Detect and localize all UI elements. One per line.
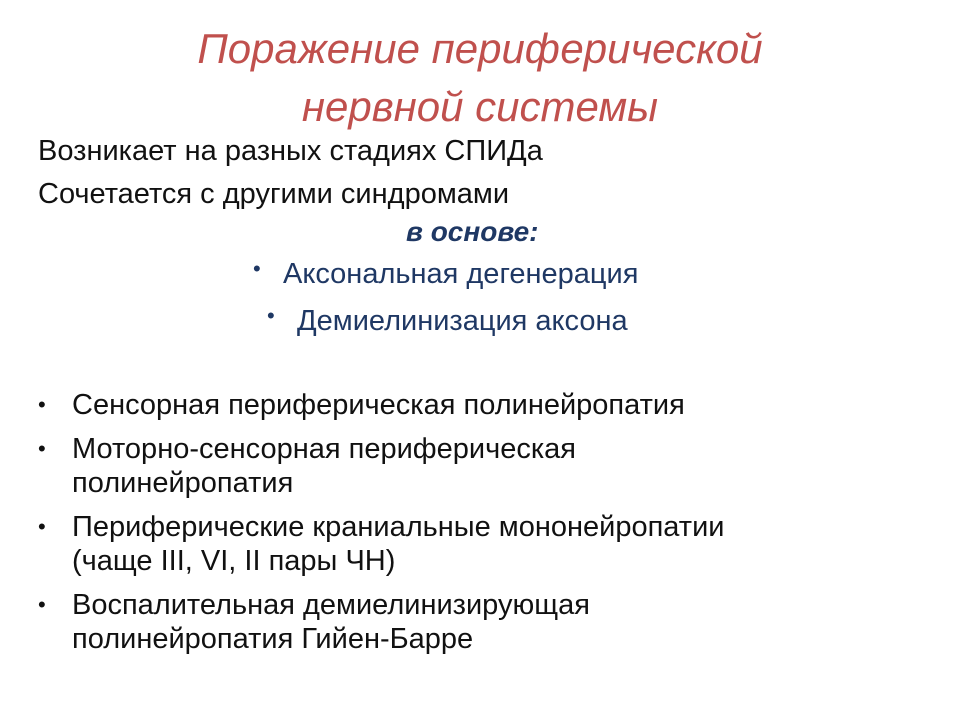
bullet-icon: • [38,392,46,417]
list-item-cranial [38,510,938,578]
list-item-sensory [38,388,938,422]
basis-item-axonal [253,256,639,291]
basis-item-label: Аксональная дегенерация [283,258,639,290]
bullet-icon: • [267,303,275,328]
list-item-motor-sensory [38,432,938,500]
list-item-line: Воспалительная демиелинизирующая [72,589,590,621]
title-line-2: нервной системы [301,83,659,130]
list-item-line: полинейропатия Гийен-Барре [72,623,474,655]
list-item-guillain-barre [38,588,938,656]
bullet-icon: • [253,256,261,281]
list-item-line: (чаще III, VI, II пары ЧН) [72,545,396,577]
list-item-line: полинейропатия [72,467,294,499]
list-item-line: Моторно-сенсорная периферическая [72,433,576,465]
slide-title [120,20,840,136]
intro-line-stages: Возникает на разных стадиях СПИДа [38,135,543,167]
bullet-icon: • [38,436,46,461]
basis-label: в основе: [406,216,539,247]
neuropathy-list [38,388,938,666]
title-line-1: Поражение периферической [197,25,763,72]
basis-item-label: Демиелинизация аксона [297,305,628,337]
basis-item-demyelination [267,303,628,338]
bullet-icon: • [38,592,46,617]
intro-lines [38,130,543,216]
bullet-icon: • [38,514,46,539]
list-item-line: Сенсорная периферическая полинейропатия [72,389,685,421]
intro-line-syndromes: Сочетается с другими синдромами [38,178,510,210]
list-item-line: Периферические краниальные мононейропатии [72,511,725,543]
